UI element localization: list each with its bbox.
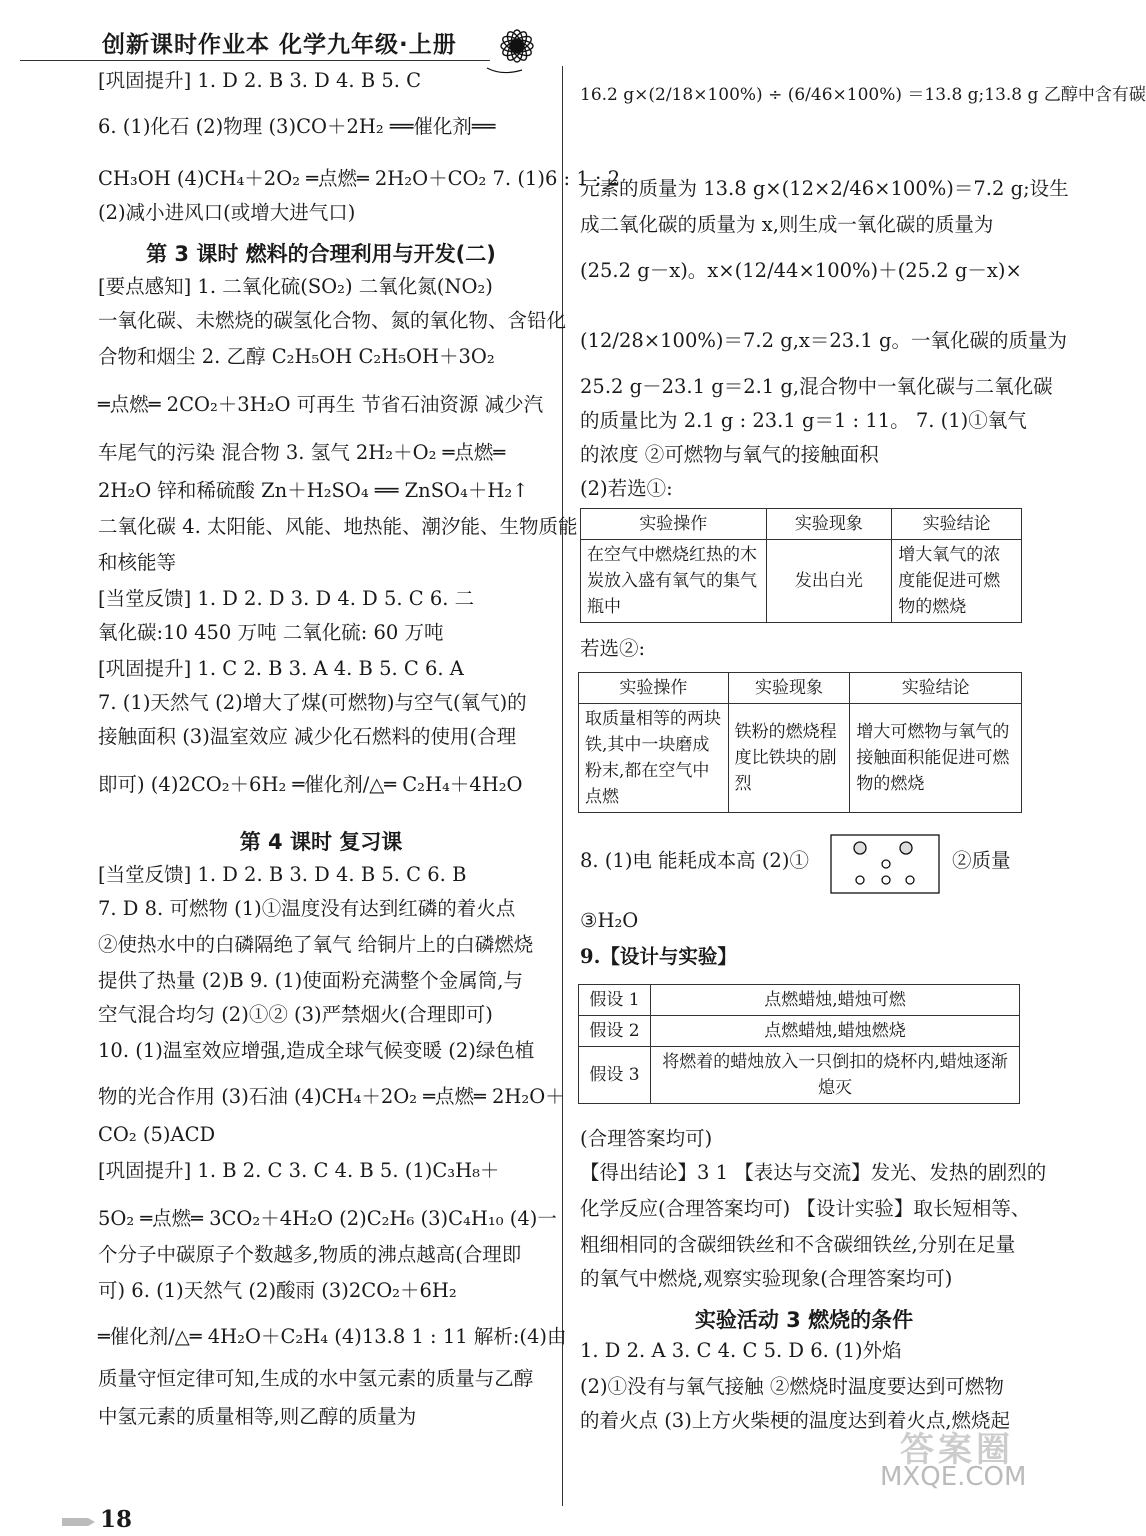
table-cell: 假设 2 [579, 1016, 651, 1047]
table-header: 实验结论 [892, 509, 1022, 540]
table-cell: 在空气中燃烧红热的木炭放入盛有氧气的集气瓶中 [581, 540, 767, 623]
text-line: 的质量比为 2.1 g : 23.1 g＝1 : 11。 7. (1)①氧气 [580, 409, 1027, 432]
text-line: 7. D 8. 可燃物 (1)①温度没有达到红磷的着火点 [98, 897, 516, 920]
page-number: 18 [100, 1506, 133, 1533]
table-cell: 假设 1 [579, 985, 651, 1016]
text-line: 接触面积 (3)温室效应 减少化石燃料的使用(合理 [98, 725, 517, 748]
text-line: [巩固提升] 1. B 2. C 3. C 4. B 5. (1)C₃H₈＋ [98, 1159, 500, 1182]
text-line: [巩固提升] 1. C 2. B 3. A 4. B 5. C 6. A [98, 657, 464, 680]
hypothesis-table [578, 984, 1020, 1104]
text-line: 中氢元素的质量相等,则乙醇的质量为 [98, 1405, 417, 1428]
table-cell: 假设 3 [579, 1047, 651, 1104]
experiment-table-2 [578, 672, 1022, 813]
text-line: ②质量 [952, 849, 1011, 872]
text-line: 化学反应(合理答案均可) 【设计实验】取长短相等、 [580, 1197, 1031, 1220]
table-cell: 点燃蜡烛,蜡烛燃烧 [651, 1016, 1020, 1047]
section-heading: 第 3 课时 燃料的合理利用与开发(二) [146, 242, 496, 266]
text-line: 即可) (4)2CO₂＋6H₂ ═催化剂/△═ C₂H₄＋4H₂O [98, 773, 523, 796]
text-line: (2)减小进风口(或增大进气口) [98, 201, 356, 224]
text-line: ═点燃═ 2CO₂＋3H₂O 可再生 节省石油资源 减少汽 [98, 393, 544, 416]
text-line: ③H₂O [580, 909, 639, 932]
table-cell: 将燃着的蜡烛放入一只倒扣的烧杯内,蜡烛逐渐熄灭 [651, 1047, 1020, 1104]
text-line: 可) 6. (1)天然气 (2)酸雨 (3)2CO₂＋6H₂ [98, 1279, 457, 1302]
text-line: 空气混合均匀 (2)①② (3)严禁烟火(合理即可) [98, 1003, 493, 1026]
header-title: 创新课时作业本 化学九年级·上册 [102, 32, 457, 58]
text-line: CO₂ (5)ACD [98, 1123, 216, 1146]
table-cell: 增大氧气的浓度能促进可燃物的燃烧 [892, 540, 1022, 623]
text-line: 成二氧化碳的质量为 x,则生成一氧化碳的质量为 [580, 213, 994, 236]
text-line: 元素的质量为 13.8 g×(12×2/46×100%)＝7.2 g;设生 [580, 177, 1069, 200]
text-line: 物的光合作用 (3)石油 (4)CH₄＋2O₂ ═点燃═ 2H₂O＋ [98, 1085, 565, 1108]
header-rule [20, 60, 490, 61]
text-line: 5O₂ ═点燃═ 3CO₂＋4H₂O (2)C₂H₆ (3)C₄H₁₀ (4)一 [98, 1207, 557, 1230]
text-line: 25.2 g－23.1 g＝2.1 g,混合物中一氧化碳与二氧化碳 [580, 375, 1053, 398]
text-line: (25.2 g－x)。x×(12/44×100%)＋(25.2 g－x)× [580, 259, 1022, 282]
page-header [20, 18, 540, 64]
text-line: 2H₂O 锌和稀硫酸 Zn＋H₂SO₄ ══ ZnSO₄＋H₂↑ [98, 479, 529, 502]
text-line: 的浓度 ②可燃物与氧气的接触面积 [580, 443, 879, 466]
text-line: 个分子中碳原子个数越多,物质的沸点越高(合理即 [98, 1243, 522, 1266]
text-line: 车尾气的污染 混合物 3. 氢气 2H₂＋O₂ ═点燃═ [98, 441, 506, 464]
table-cell: 取质量相等的两块铁,其中一块磨成粉末,都在空气中点燃 [579, 704, 729, 813]
text-line: [巩固提升] 1. D 2. B 3. D 4. B 5. C [98, 69, 422, 92]
text-line: 1. D 2. A 3. C 4. C 5. D 6. (1)外焰 [580, 1339, 902, 1362]
table-cell: 增大可燃物与氧气的接触面积能促进可燃物的燃烧 [850, 704, 1022, 813]
experiment-table-1 [580, 508, 1022, 623]
text-line: (12/28×100%)＝7.2 g,x＝23.1 g。一氧化碳的质量为 [580, 329, 1067, 352]
table-header: 实验现象 [766, 509, 892, 540]
text-line: (2)①没有与氧气接触 ②燃烧时温度要达到可燃物 [580, 1375, 1004, 1398]
text-line: 的氧气中燃烧,观察实验现象(合理答案均可) [580, 1267, 953, 1290]
text-line: [当堂反馈] 1. D 2. B 3. D 4. B 5. C 6. B [98, 863, 467, 886]
text-line: 9.【设计与实验】 [580, 945, 737, 968]
text-line: 7. (1)天然气 (2)增大了煤(可燃物)与空气(氧气)的 [98, 691, 527, 714]
text-line: (合理答案均可) [580, 1127, 713, 1150]
text-line: 粗细相同的含碳细铁丝和不含碳细铁丝,分别在足量 [580, 1233, 1016, 1256]
table-header: 实验结论 [850, 673, 1022, 704]
text-line: 一氧化碳、未燃烧的碳氢化合物、氮的氧化物、含铅化 [98, 309, 567, 332]
page-arrow-icon [62, 1516, 96, 1528]
text-line: [当堂反馈] 1. D 2. D 3. D 4. D 5. C 6. 二 [98, 587, 475, 610]
watermark-url: MXQE.COM [880, 1462, 1027, 1492]
text-line: 【得出结论】3 1 【表达与交流】发光、发热的剧烈的 [580, 1161, 1047, 1184]
watermark-logo: 答案圈 [900, 1430, 1014, 1470]
text-line: 二氧化碳 4. 太阳能、风能、地热能、潮汐能、生物质能 [98, 515, 578, 538]
text-line: [要点感知] 1. 二氧化硫(SO₂) 二氧化氮(NO₂) [98, 275, 493, 298]
text-line: 合物和烟尘 2. 乙醇 C₂H₅OH C₂H₅OH＋3O₂ [98, 345, 495, 368]
table-header: 实验操作 [579, 673, 729, 704]
section-heading: 第 4 课时 复习课 [239, 830, 403, 854]
text-line: 质量守恒定律可知,生成的水中氢元素的质量与乙醇 [98, 1367, 534, 1390]
text-line: (2)若选①: [580, 477, 673, 500]
text-line: 10. (1)温室效应增强,造成全球气候变暖 (2)绿色植 [98, 1039, 535, 1062]
flower-icon [482, 18, 552, 78]
text-line: CH₃OH (4)CH₄＋2O₂ ═点燃═ 2H₂O＋CO₂ 7. (1)6 : 1 : 2 [98, 167, 621, 190]
text-line: 6. (1)化石 (2)物理 (3)CO＋2H₂ ══催化剂══ [98, 115, 496, 138]
text-line: 16.2 g×(2/18×100%) ÷ (6/46×100%) ＝13.8 g;13.8 g 乙醇中含有碳 [580, 85, 1146, 105]
column-divider [562, 66, 563, 1506]
table-header: 实验操作 [581, 509, 767, 540]
text-line: ②使热水中的白磷隔绝了氧气 给铜片上的白磷燃烧 [98, 933, 534, 956]
text-line: ═催化剂/△═ 4H₂O＋C₂H₄ (4)13.8 1 : 11 解析:(4)由 [98, 1325, 567, 1348]
table-cell: 发出白光 [766, 540, 892, 623]
text-line: 氧化碳:10 450 万吨 二氧化硫: 60 万吨 [98, 621, 444, 644]
text-line: 的着火点 (3)上方火柴梗的温度达到着火点,燃烧起 [580, 1409, 1011, 1432]
text-line: 8. (1)电 能耗成本高 (2)① [580, 849, 809, 872]
section-heading: 实验活动 3 燃烧的条件 [694, 1308, 914, 1332]
text-line: 提供了热量 (2)B 9. (1)使面粉充满整个金属筒,与 [98, 969, 523, 992]
text-line: 若选②: [580, 637, 646, 660]
particle-diagram [830, 834, 940, 894]
table-cell: 铁粉的燃烧程度比铁块的剧烈 [728, 704, 850, 813]
table-cell: 点燃蜡烛,蜡烛可燃 [651, 985, 1020, 1016]
text-line: 和核能等 [98, 551, 177, 574]
table-header: 实验现象 [728, 673, 850, 704]
